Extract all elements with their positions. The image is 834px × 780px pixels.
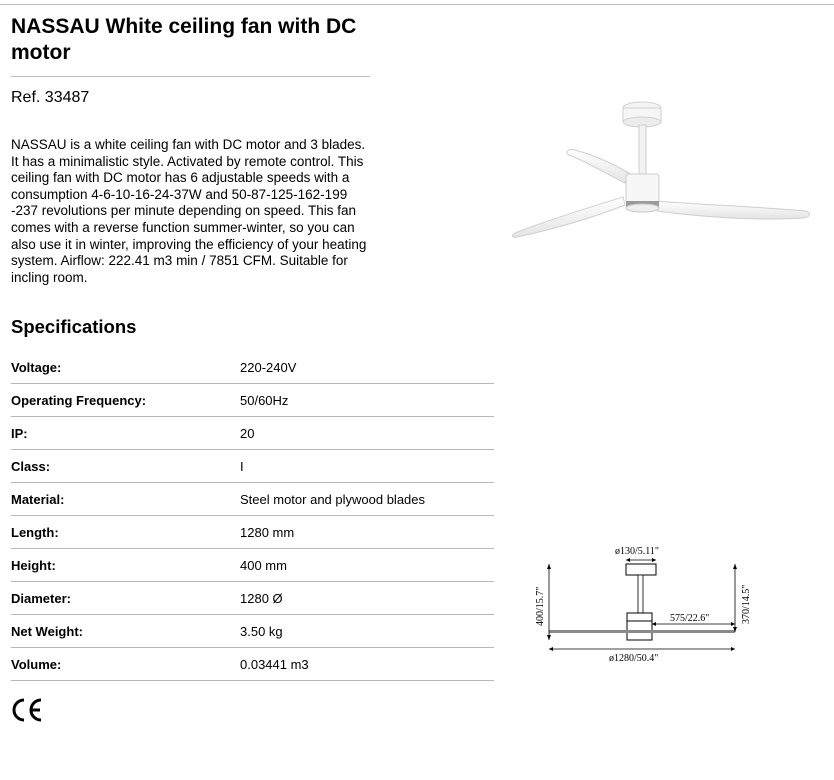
top-divider: [0, 4, 834, 5]
spec-value: 0.03441 m3: [240, 648, 494, 681]
spec-value: 400 mm: [240, 549, 494, 582]
dimension-drawing: [525, 540, 752, 668]
spec-value: 20: [240, 417, 494, 450]
blade-length-label: 575/22.6": [670, 613, 710, 624]
table-row: [11, 582, 494, 615]
table-row: [11, 450, 494, 483]
table-row: [11, 648, 494, 681]
specifications-heading: Specifications: [11, 316, 137, 337]
spec-label: Length:: [11, 516, 240, 549]
spec-label: Material:: [11, 483, 240, 516]
spec-label: Net Weight:: [11, 615, 240, 648]
spec-value: 1280 mm: [240, 516, 494, 549]
table-row: [11, 351, 494, 384]
span-diameter-label: ø1280/50.4": [609, 653, 659, 664]
spec-label: Diameter:: [11, 582, 240, 615]
spec-label: Class:: [11, 450, 240, 483]
spec-value: I: [240, 450, 494, 483]
spec-label: Operating Frequency:: [11, 384, 240, 417]
spec-value: Steel motor and plywood blades: [240, 483, 494, 516]
spec-value: 1280 Ø: [240, 582, 494, 615]
spec-label: Height:: [11, 549, 240, 582]
title-divider: [11, 76, 370, 77]
table-row: [11, 516, 494, 549]
specifications-table: [11, 351, 494, 681]
table-row: [11, 615, 494, 648]
table-row: [11, 384, 494, 417]
table-row: [11, 417, 494, 450]
table-row: [11, 549, 494, 582]
total-height-label: 400/15.7": [535, 586, 546, 626]
ce-mark-icon: [10, 697, 44, 723]
spec-value: 220-240V: [240, 351, 494, 384]
blade-drop-label: 370/14.5": [741, 584, 752, 624]
table-row: [11, 483, 494, 516]
spec-value: 50/60Hz: [240, 384, 494, 417]
spec-label: Voltage:: [11, 351, 240, 384]
product-description: NASSAU is a white ceiling fan with DC motor and 3 blades. It has a minimalistic style. Activated by remote control. This ceiling fan with DC motor has 6 adjustable speeds with a consumption 4-6-10-16-24-37W and 50-87-125-162-199 -237 revolutions per minute depending on speed. This fan comes with a reverse function summer-winter, so you can also use it in winter, improving the efficiency of your heating system. Airflow: 222.41 m3 min / 7851 CFM. Suitable for incling room.: [11, 137, 367, 285]
product-title: NASSAU White ceiling fan with DC motor: [11, 15, 357, 64]
canopy-diameter-label: ø130/5.11": [615, 546, 659, 557]
spec-value: 3.50 kg: [240, 615, 494, 648]
fan-product-photo: [505, 95, 815, 245]
spec-label: Volume:: [11, 648, 240, 681]
product-reference: Ref. 33487: [11, 89, 90, 106]
spec-label: IP:: [11, 417, 240, 450]
